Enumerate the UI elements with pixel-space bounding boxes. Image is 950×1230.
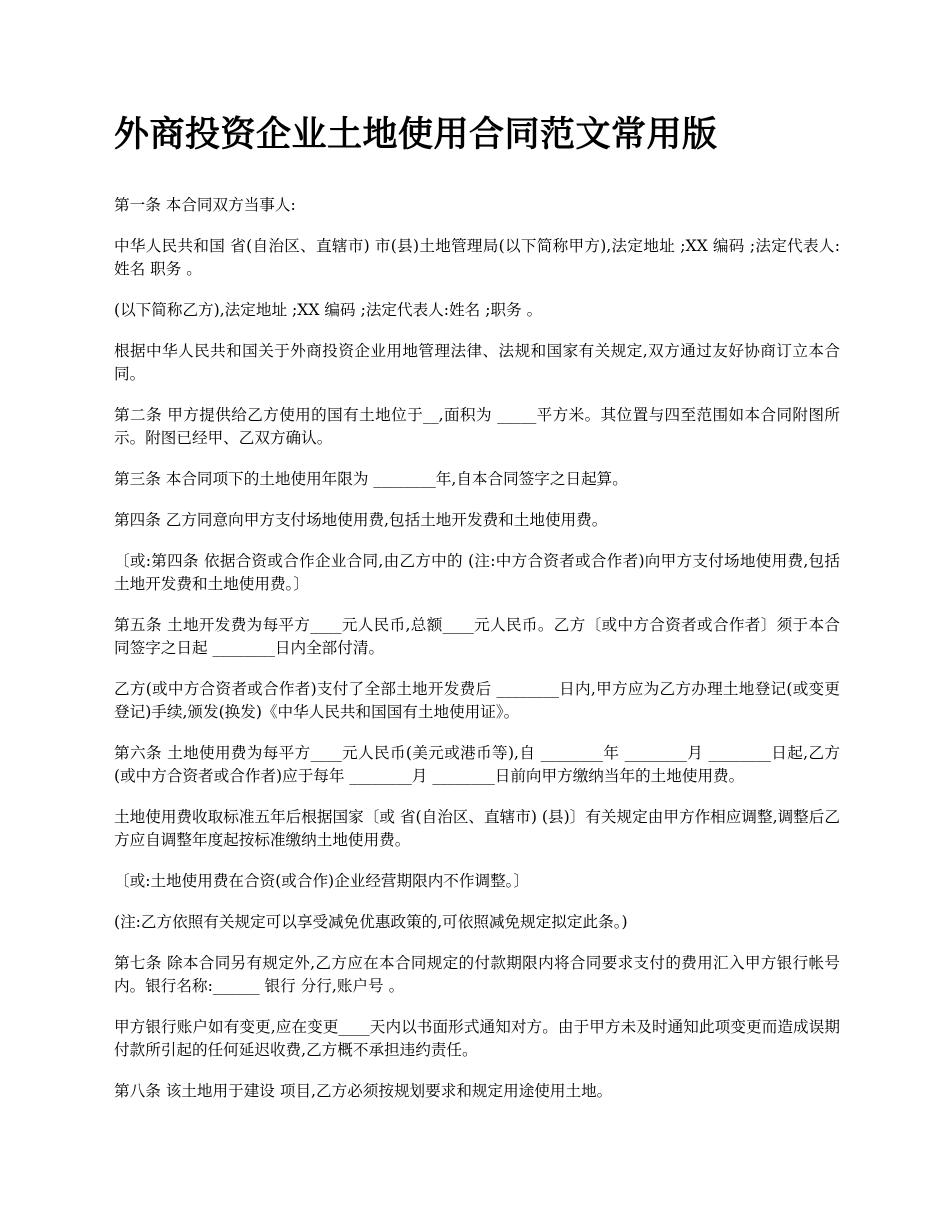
- article-2: 第二条 甲方提供给乙方使用的国有土地位于__,面积为 _____平方米。其位置与四至范围如本合同附图所示。附图已经甲、乙双方确认。: [114, 406, 840, 447]
- article-6: 第六条 土地使用费为每平方____元人民币(美元或港币等),自 ________年 ________月 ________日起,乙方(或中方合资者或合作者)应于每年 ________月 ________日前向甲方缴纳当年的土地使用费。: [114, 744, 840, 785]
- article-5: 第五条 土地开发费为每平方____元人民币,总额____元人民币。乙方〔或中方合资者或合作者〕须于本合同签字之日起 ________日内全部付清。: [114, 616, 840, 657]
- article-1: 第一条 本合同双方当事人:: [114, 196, 296, 214]
- article-5-registration: 乙方(或中方合资者或合作者)支付了全部土地开发费后 ________日内,甲方应为乙方办理土地登记(或变更登记)手续,颁发(换发)《中华人民共和国国有土地使用证》。: [114, 680, 840, 721]
- contract-basis: 根据中华人民共和国关于外商投资企业用地管理法律、法规和国家有关规定,双方通过友好协商订立本合同。: [114, 342, 840, 383]
- document-page: [114, 110, 840, 1121]
- article-3: 第三条 本合同项下的土地使用年限为 ________年,自本合同签字之日起算。: [114, 470, 628, 488]
- party-a-info: 中华人民共和国 省(自治区、直辖市) 市(县)土地管理局(以下简称甲方),法定地址 ;XX 编码 ;法定代表人:姓名 职务 。: [114, 237, 840, 278]
- article-6-fee-adjustment: 土地使用费收取标准五年后根据国家〔或 省(自治区、直辖市) (县)〕有关规定由甲方作相应调整,调整后乙方应自调整年度起按标准缴纳土地使用费。: [114, 808, 840, 849]
- article-7: 第七条 除本合同另有规定外,乙方应在本合同规定的付款期限内将合同要求支付的费用汇入甲方银行帐号内。银行名称:______ 银行 分行,账户号 。: [114, 954, 840, 995]
- article-6-note: (注:乙方依照有关规定可以享受减免优惠政策的,可依照减免规定拟定此条。): [114, 913, 628, 931]
- article-4-alternative: 〔或:第四条 依据合资或合作企业合同,由乙方中的 (注:中方合资者或合作者)向甲方支付场地使用费,包括土地开发费和土地使用费。〕: [114, 552, 840, 593]
- party-b-info: (以下简称乙方),法定地址 ;XX 编码 ;法定代表人:姓名 ;职务 。: [114, 301, 543, 319]
- article-6-alternative: 〔或:土地使用费在合资(或合作)企业经营期限内不作调整。〕: [114, 872, 530, 890]
- document-title: 外商投资企业土地使用合同范文常用版: [114, 114, 718, 155]
- article-8: 第八条 该土地用于建设 项目,乙方必须按规划要求和规定用途使用土地。: [114, 1082, 613, 1100]
- article-4: 第四条 乙方同意向甲方支付场地使用费,包括土地开发费和土地使用费。: [114, 511, 608, 529]
- article-7-account-change: 甲方银行账户如有变更,应在变更____天内以书面形式通知对方。由于甲方未及时通知此项变更而造成误期付款所引起的任何延迟收费,乙方概不承担违约责任。: [114, 1018, 840, 1059]
